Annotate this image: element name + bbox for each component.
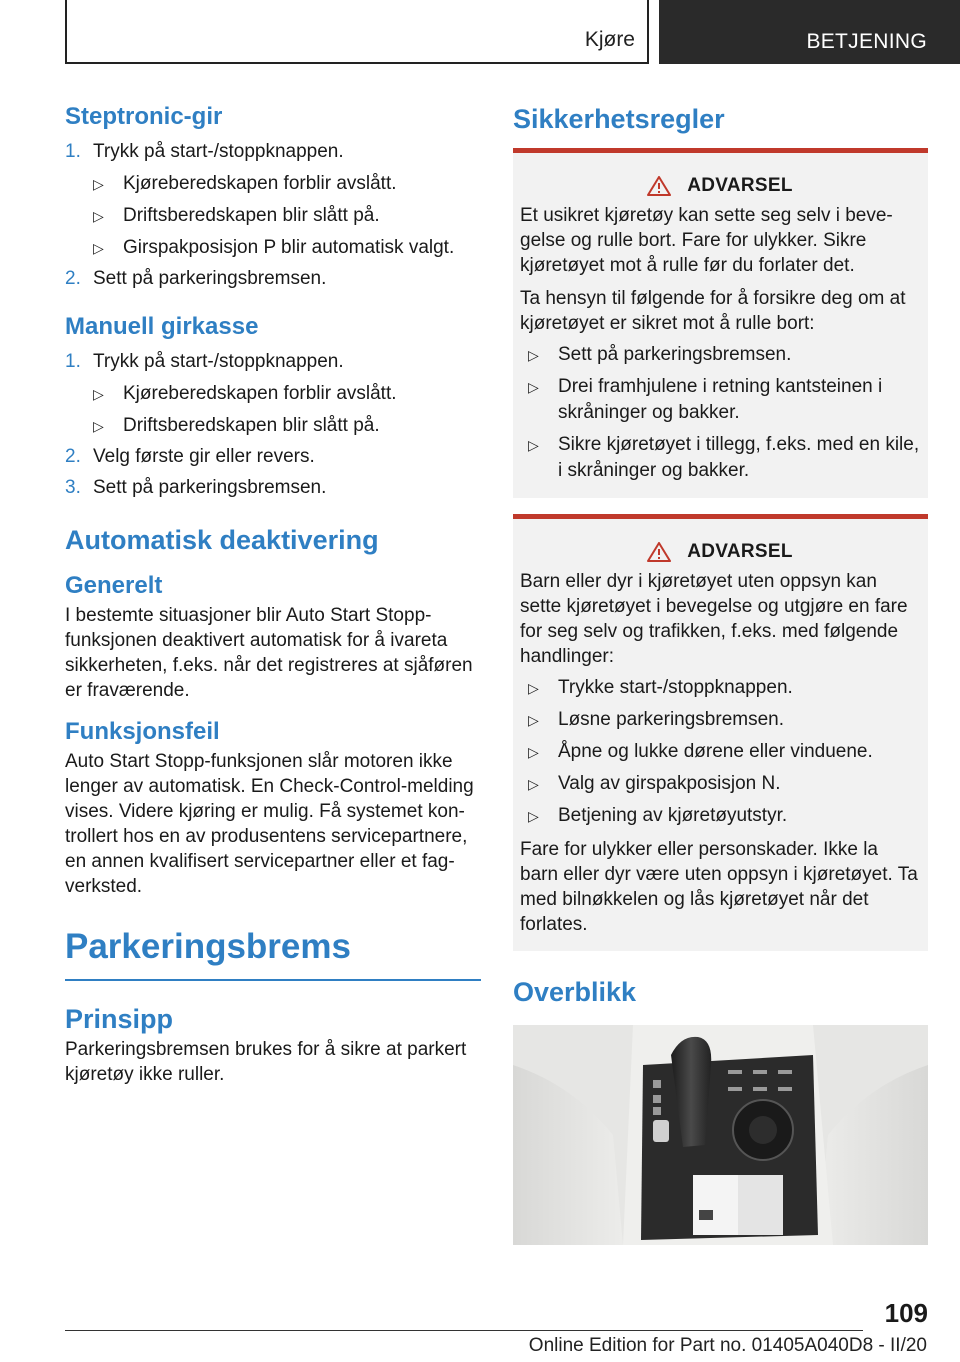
- step-text: Sett på parkeringsbremsen.: [93, 477, 327, 498]
- bullet-text: Trykke start-/stoppknappen.: [558, 677, 793, 698]
- bullet-text: Sett på parkeringsbremsen.: [558, 344, 792, 365]
- overblikk-title: Overblikk: [513, 977, 637, 1007]
- bullet-item: [65, 235, 481, 261]
- step-item: [65, 139, 481, 165]
- step-text: Trykk på start-/stoppknappen.: [93, 141, 344, 162]
- bullet-item: [65, 171, 481, 197]
- right-column: [513, 100, 928, 1250]
- prinsipp-title: Prinsipp: [65, 1004, 174, 1034]
- triangle-right-icon: ▷: [528, 808, 539, 824]
- warning-1-text-1: Et usikret kjøretøy kan sette seg selv i bevegelse og rulle bort. Fare for ulykker. Sikre kjøretøyet mot å rulle før du forlater det.: [520, 205, 893, 276]
- gear-console-photo: [513, 1025, 928, 1245]
- warning-2-text-1: Barn eller dyr i kjøretøyet uten oppsyn kan sette kjøretøyet i bevegelse og utgjøre en fare for seg selv og trafikken, f.eks. med følgende handlinger:: [520, 571, 908, 667]
- warning-1-bullets: [520, 342, 920, 484]
- warning-triangle-icon: [647, 542, 671, 562]
- bullet-text: Åpne og lukke dørene eller vinduene.: [558, 741, 873, 762]
- bullet-text: Drei framhjulene i retning kantsteinen i skråninger og bakker.: [558, 376, 883, 423]
- bullet-item: [65, 413, 481, 439]
- step-text: Velg første gir eller revers.: [93, 446, 315, 467]
- funksjonsfeil-title: Funksjonsfeil: [65, 718, 220, 745]
- triangle-right-icon: ▷: [93, 418, 104, 434]
- bullet-text: Girspakposisjon P blir automatisk valgt.: [123, 237, 455, 258]
- step-item: [65, 349, 481, 375]
- bullet-item: [65, 203, 481, 229]
- generelt-text: I bestemte situasjoner blir Auto Start Stopp-funksjonen deaktivert automatisk for å ivareta sikkerheten, f.eks. når det registreres at sjåføren er fraværende.: [65, 605, 473, 701]
- bullet-item: [65, 381, 481, 407]
- bullet-item: [520, 707, 920, 733]
- triangle-right-icon: ▷: [528, 776, 539, 792]
- steptronic-title: Steptronic-gir: [65, 103, 223, 130]
- bullet-item: [520, 739, 920, 765]
- triangle-right-icon: ▷: [93, 208, 104, 224]
- warning-1-text-2: Ta hensyn til følgende for å forsikre deg om at kjøretøyet er sikret mot å rulle bort:: [520, 288, 906, 334]
- left-column: [65, 100, 481, 1087]
- steptronic-steps: [65, 139, 481, 292]
- bullet-text: Kjøreberedskapen forblir avslått.: [123, 173, 397, 194]
- triangle-right-icon: ▷: [528, 680, 539, 696]
- parkeringsbrems-title: Parkeringsbrems: [65, 927, 351, 966]
- header-chapter: Kjøre: [584, 28, 635, 51]
- bullet-text: Løsne parkeringsbremsen.: [558, 709, 784, 730]
- triangle-right-icon: ▷: [528, 437, 539, 453]
- generelt-title: Generelt: [65, 572, 163, 599]
- warning-label: ADVARSEL: [687, 175, 793, 196]
- bullet-text: Betjening av kjøretøyutstyr.: [558, 805, 788, 826]
- warning-box-1: [513, 148, 928, 498]
- bullet-item: [520, 803, 920, 829]
- warning-heading: [520, 175, 920, 197]
- bullet-text: Driftsberedskapen blir slått på.: [123, 415, 380, 436]
- warning-2-bullets: [520, 675, 920, 829]
- triangle-right-icon: ▷: [528, 347, 539, 363]
- manuell-steps: [65, 349, 481, 501]
- step-number: 2.: [65, 268, 81, 289]
- warning-label: ADVARSEL: [687, 541, 793, 562]
- step-number: 3.: [65, 477, 81, 498]
- triangle-right-icon: ▷: [93, 240, 104, 256]
- triangle-right-icon: ▷: [528, 712, 539, 728]
- bullet-item: [520, 342, 920, 368]
- step-text: Sett på parkeringsbremsen.: [93, 268, 327, 289]
- bullet-item: [520, 432, 920, 484]
- step-item: [65, 475, 481, 501]
- step-number: 1.: [65, 141, 81, 162]
- prinsipp-text: Parkeringsbremsen brukes for å sikre at parkert kjøretøy ikke ruller.: [65, 1039, 467, 1085]
- warning-box-2: [513, 514, 928, 951]
- header-section: BETJENING: [806, 30, 927, 53]
- footer-edition: Online Edition for Part no. 01405A040D8 - II/20: [528, 1335, 927, 1356]
- bullet-text: Valg av girspakposisjon N.: [558, 773, 781, 794]
- triangle-right-icon: ▷: [93, 176, 104, 192]
- sikkerhetsregler-title: Sikkerhetsregler: [513, 104, 725, 134]
- triangle-right-icon: ▷: [528, 379, 539, 395]
- bullet-item: [520, 771, 920, 797]
- step-text: Trykk på start-/stoppknappen.: [93, 351, 344, 372]
- footer-rule: [65, 1330, 863, 1331]
- warning-triangle-icon: [647, 176, 671, 196]
- triangle-right-icon: ▷: [93, 386, 104, 402]
- page-number: 109: [884, 1298, 928, 1328]
- step-item: [65, 266, 481, 292]
- bullet-text: Kjøreberedskapen forblir avslått.: [123, 383, 397, 404]
- bullet-item: [520, 675, 920, 701]
- step-number: 1.: [65, 351, 81, 372]
- auto-deakt-title: Automatisk deaktivering: [65, 525, 379, 555]
- header-section-box: [659, 0, 960, 64]
- warning-2-text-2: Fare for ulykker eller personskader. Ikke la barn eller dyr være uten oppsyn i kjøretøyet. Ta med bilnøkkelen og lås kjøretøyet når det forlates.: [520, 839, 918, 935]
- chapter-rule: [65, 979, 481, 981]
- bullet-text: Driftsberedskapen blir slått på.: [123, 205, 380, 226]
- triangle-right-icon: ▷: [528, 744, 539, 760]
- header-chapter-box: [65, 0, 649, 64]
- bullet-item: [520, 374, 920, 426]
- bullet-text: Sikre kjøretøyet i tillegg, f.eks. med en kile, i skråninger og bakker.: [558, 434, 920, 481]
- step-number: 2.: [65, 446, 81, 467]
- funksjonsfeil-text: Auto Start Stopp-funksjonen slår motoren ikke lenger av automatisk. En Check-Control-melding vises. Videre kjøring er mulig. Få systemet kontrollert hos en av produsentens servicepartnere, en annen kvalifisert servicepartner eller et fagverksted.: [65, 751, 474, 897]
- warning-heading: [520, 541, 920, 563]
- manuell-title: Manuell girkasse: [65, 313, 259, 340]
- step-item: [65, 444, 481, 470]
